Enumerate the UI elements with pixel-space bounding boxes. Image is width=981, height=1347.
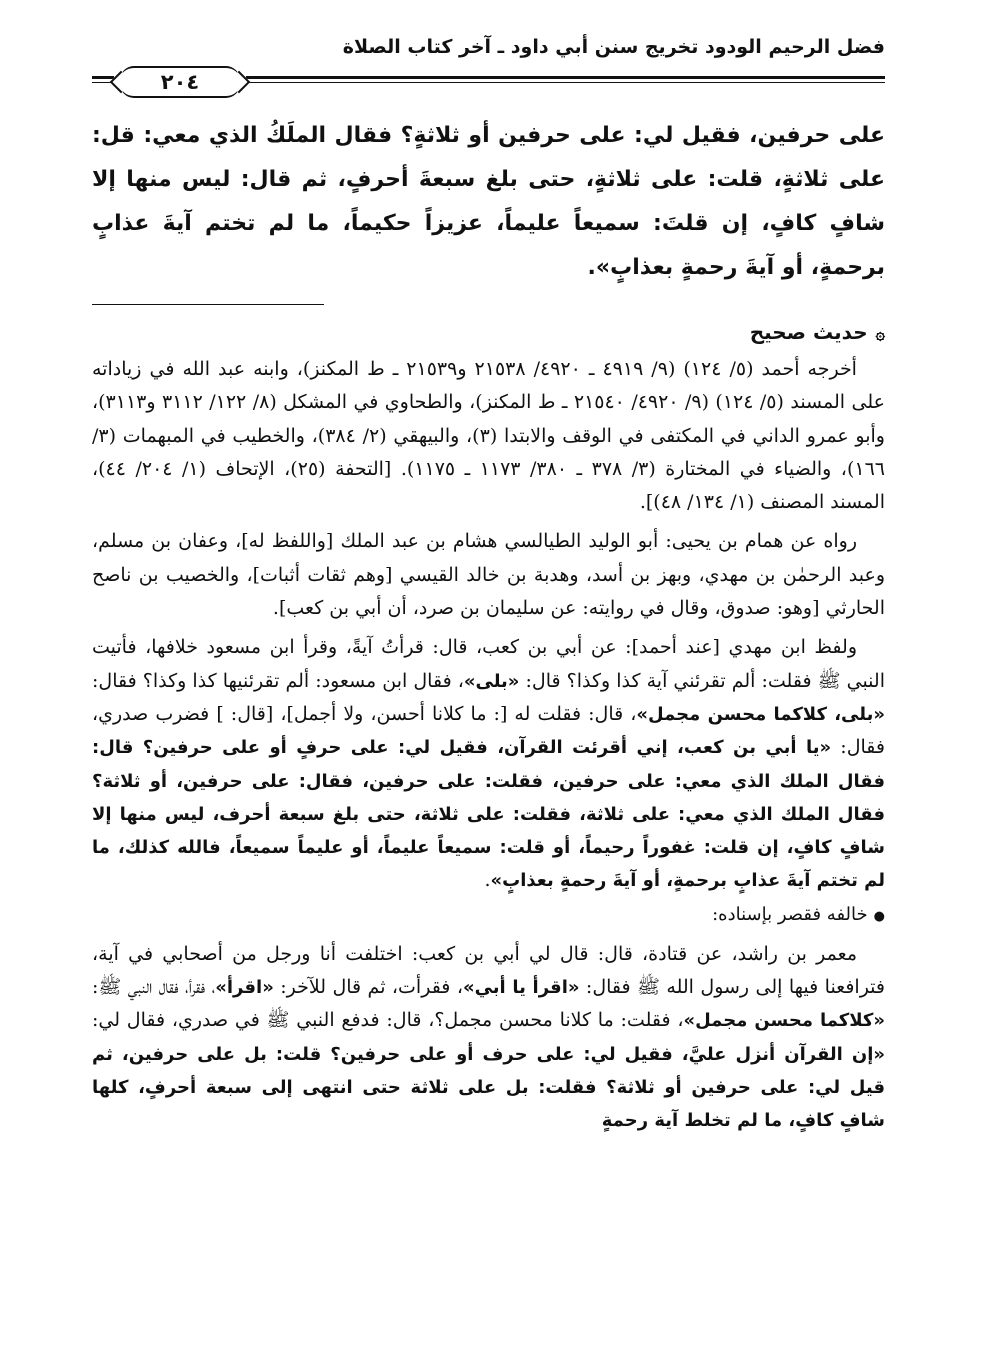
mamar-text: ، فقرأ، فقال النبي ﷺ:	[92, 976, 216, 999]
page-number: ٢٠٤	[120, 66, 240, 98]
lafz-quote: «يا أبي بن كعب، إني أقرئت القرآن، فقيل لي: على حرفٍ أو على حرفين؟ قال: فقال الملك الذي معي: على حرفين، فقلت: على حرفين، فقال: على حرفين، أو ثلاثة؟ فقال الملك الذي معي: على ثلاثة، فقلت: على ثلاثة، حتى بلغ سبعة أحرف، ليس منها إلا شافٍ كافٍ، إن قلت: غفوراً رحيماً، أو قلت: سميعاً عليماً، أو عليماً سميعاً، فالله كذلك، ما لم تختم آيةَ عذابٍ برحمةٍ، أو آيةَ رحمةٍ بعذابٍ»	[92, 737, 885, 892]
lafz-quote: «بلى، كلاكما محسن مجمل»	[636, 703, 885, 725]
lafz-text: ، فقال ابن مسعود: ألم تقرئنيها كذا وكذا؟ فقال:	[92, 669, 464, 692]
lafz-text: ، قال: فقلت له [: ما كلانا أحسن، ولا أجمل]، [قال: ] فضرب صدري، فقال:	[92, 702, 886, 759]
hadith-text: على حرفين، فقيل لي: على حرفين أو ثلاثةٍ؟ فقال الملَكُ الذي معي: قل: على ثلاثةٍ، قلت: على ثلاثةٍ، حتى بلغ سبعةَ أحرفٍ، ثم قال: ليس منها إلا شافٍ كافٍ، إن قلتَ: سميعاً عليماً، عزيزاً حكيماً، ما لم تختم آيةَ عذابٍ برحمةٍ، أو آيةَ رحمةٍ بعذابٍ».	[92, 123, 885, 280]
takhrij-paragraph: أخرجه أحمد (٥/ ١٢٤) (٩/ ٤٩١٩ ـ ٤٩٢٠/ ٢١٥٣٨ و٢١٥٣٩ ـ ط المكنز)، وابنه عبد الله في زياداته على المسند (٥/ ١٢٤) (٩/ ٤٩٢٠/ ٢١٥٤٠ ـ ط المكنز)، والطحاوي في المشكل (٨/ ١٢٢/ ٣١١٢ و٣١١٣)، وأبو عمرو الداني في المكتفى في الوقف والابتدا (٣)، والبيهقي (٢/ ٣٨٤)، والخطيب في المبهمات (٣/ ١٦٦)، والضياء في المختارة (٣/ ٣٧٨ ـ ٣٨٠/ ١١٧٣ ـ ١١٧٥). [التحفة (٢٥)، الإتحاف (١/ ٢٠٤/ ٤٤)، المسند المصنف (١/ ١٣٤/ ٤٨)].	[92, 358, 885, 514]
mamar-text: ، فقرأت، ثم قال للآخر:	[273, 976, 463, 999]
mamar-text: ، فقلت: ما كلانا محسن مجمل؟، قال: فدفع النبي ﷺ في صدري، فقال لي:	[92, 1009, 684, 1032]
lafz-paragraph	[92, 631, 885, 897]
mamar-quote: «اقرأ يا أبي»	[462, 977, 580, 999]
lafz-text: ولفظ ابن مهدي [عند أحمد]: عن أبي بن كعب، قال: قرأتُ آيةً، وقرأ ابن مسعود خلافها، فأتيت النبي ﷺ فقلت: ألم تقرئني آية كذا وكذا؟ قال:	[92, 636, 885, 692]
mamar-quote: «اقرأ»	[215, 977, 274, 999]
running-title: فضل الرحيم الودود تخريج سنن أبي داود ـ آخر كتاب الصلاة	[342, 36, 885, 58]
ornament-icon: ۞	[875, 324, 885, 343]
note-line	[92, 900, 885, 932]
mamar-quote: «إن القرآن أنزل عليَّ، فقيل لي: على حرف أو على حرفين؟ قلت: بل على حرفين، ثم قيل لي: على حرفين أو ثلاثة؟ فقلت: بل على ثلاثة حتى انتهى إلى سبعة أحرفٍ، كلها شافٍ كافٍ، ما لم تخلط آية رحمةٍ	[92, 1043, 885, 1132]
bullet-icon: ●	[873, 908, 885, 924]
riwaya-paragraph: رواه عن همام بن يحيى: أبو الوليد الطيالسي هشام بن عبد الملك [واللفظ له]، وعفان بن مسلم، وعبد الرحمٰن بن مهدي، وبهز بن أسد، وهدبة بن خالد القيسي [وهم ثقات أثبات]، والخصيب بن ناصح الحارثي [وهو: صدوق، وقال في روايته: عن سليمان بن صرد، أن أبي بن كعب].	[92, 530, 885, 620]
grade-heading	[92, 317, 885, 349]
lafz-text: .	[484, 869, 491, 892]
separator-line	[92, 304, 324, 305]
mamar-quote: «كلاكما محسن مجمل»	[683, 1010, 885, 1032]
grade-label: حديث صحيح	[749, 320, 868, 344]
page-header	[92, 22, 885, 94]
note-text: خالفه فقصر بإسناده:	[712, 903, 868, 925]
mamar-paragraph	[92, 938, 885, 1138]
lafz-quote: «بلى»	[463, 670, 520, 692]
mamar-text: معمر بن راشد، عن قتادة، قال: قال لي أبي بن كعب: اختلفت أنا ورجل من أصحابي في آية، فترافعنا فيها إلى رسول الله ﷺ فقال:	[92, 942, 885, 999]
